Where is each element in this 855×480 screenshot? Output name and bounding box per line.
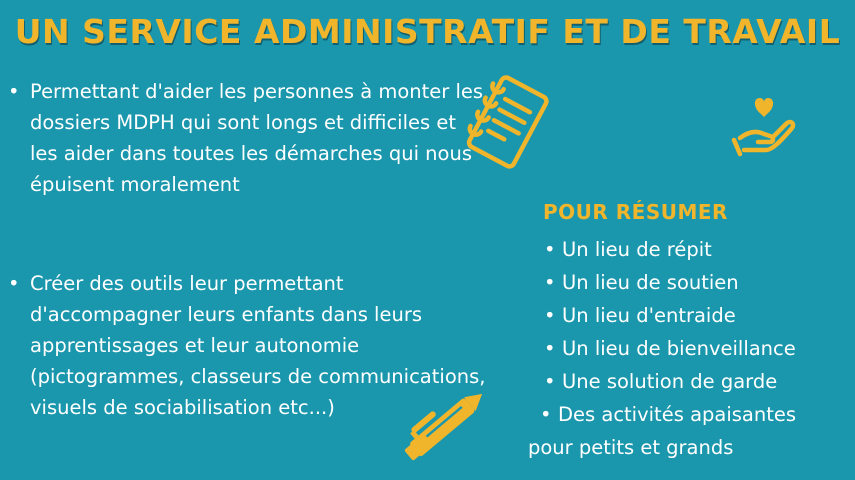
list-item: • Un lieu de soutien [544,271,739,294]
list-item: • Un lieu de bienveillance [544,337,796,360]
bullet-list-top [8,76,488,200]
summary-list [528,233,796,464]
heart-hand-icon [728,92,800,160]
bullet-item: • Permettant d'aider les personnes à monter les dossiers MDPH qui sont longs et difficiles et les aider dans toutes les démarches qui nous épuisent moralement [8,76,488,200]
list-item: • Des activités apaisantes pour petits et grands [528,403,797,459]
pen-icon [392,372,502,472]
bullet-item: • Créer des outils leur permettant d'accompagner leurs enfants dans leurs apprentissages et leur autonomie (pictogrammes, classeurs de communications, visuels de sociabilisation etc...) [8,268,498,423]
list-item: • Un lieu d'entraide [544,304,736,327]
summary-title: POUR RÉSUMER [543,200,728,224]
list-item: • Un lieu de répit [544,238,712,261]
page-title: UN SERVICE ADMINISTRATIF ET DE TRAVAIL [14,12,841,51]
notepad-icon [455,68,555,183]
list-item: • Une solution de garde [544,370,778,393]
